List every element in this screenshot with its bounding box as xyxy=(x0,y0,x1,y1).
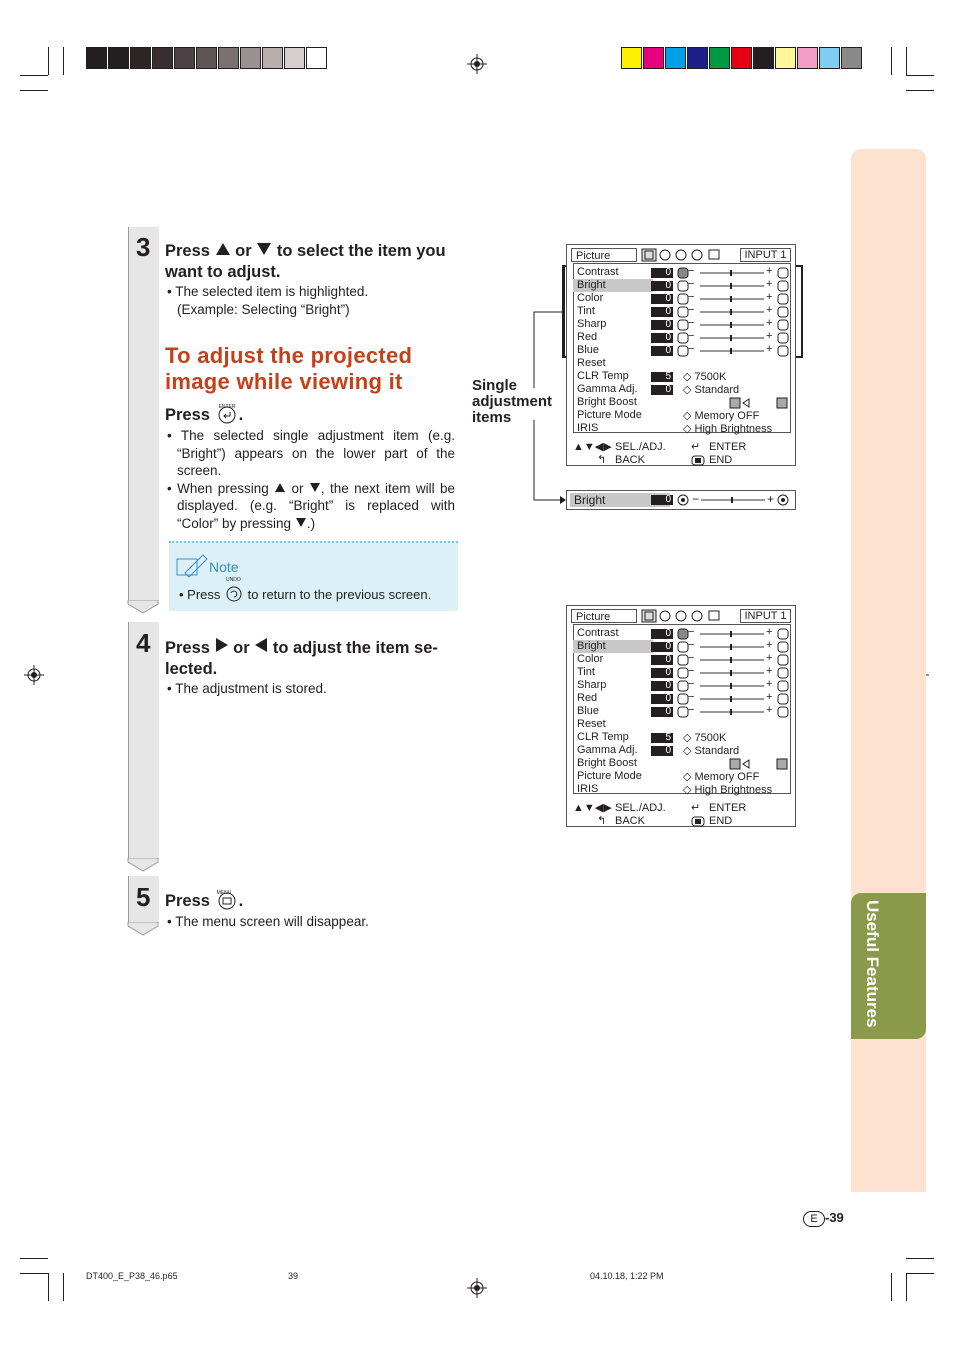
menu-item-value: 0 xyxy=(651,668,673,678)
menu-item-bright-boost[interactable]: Bright Boost xyxy=(577,396,637,408)
crop-mark xyxy=(891,47,892,75)
menu-item-sharp[interactable]: Sharp xyxy=(577,679,607,691)
menu-input-label: INPUT 1 xyxy=(740,609,791,623)
picture-menu-screen: Picture INPUT 1 Contrast 0 − + Bright 0 − + Color 0 − + Tint 0 − + Sharp 0 − + Red 0 − + Blue 0 − + Reset CLR Temp 5 ◇ 7500K Gamma Adj. 0 ◇ Standard Bright Boost Picture Mode ◇ Memory OFF IRIS ◇ High Brightness ▲▼◀▶ SEL./ADJ. ↵ ENTER ↰ BACK END xyxy=(566,605,796,827)
adjust-icon xyxy=(777,345,789,357)
gray-swatch xyxy=(196,47,217,69)
adjust-icon xyxy=(777,332,789,344)
step-bar-end xyxy=(127,858,159,872)
color-swatch xyxy=(643,47,664,69)
section-tab-label: Useful Features xyxy=(863,900,882,1028)
footer-filename: DT400_E_P38_46.p65 xyxy=(86,1271,178,1281)
crop-mark xyxy=(63,47,64,75)
crop-mark xyxy=(906,90,934,91)
menu-item-value: 0 xyxy=(651,268,673,278)
enter-icon: ↵ xyxy=(691,802,701,814)
menu-item-blue[interactable]: Blue xyxy=(577,705,600,717)
adjust-icon xyxy=(777,680,789,692)
adjust-icon xyxy=(777,293,789,305)
registration-mark-icon xyxy=(24,665,44,685)
adjust-icon xyxy=(777,641,789,653)
down-arrow-icon xyxy=(309,482,321,493)
menu-item-contrast[interactable]: Contrast xyxy=(577,627,619,639)
note-pencil-icon xyxy=(175,553,209,579)
color-swatch xyxy=(841,47,862,69)
crop-mark xyxy=(20,75,48,76)
back-icon: ↰ xyxy=(597,815,607,827)
menu-item-bright[interactable]: Bright xyxy=(573,279,653,292)
menu-item-clr-temp[interactable]: CLR Temp xyxy=(577,370,629,382)
step-5-body: • The menu screen will disappear. xyxy=(167,914,369,929)
step-4-heading: Press or to adjust the item se-lected. xyxy=(165,639,438,678)
menu-item-tint[interactable]: Tint xyxy=(577,305,595,317)
registration-mark-icon xyxy=(467,1278,487,1298)
press-enter-heading: Press ENTER . xyxy=(165,404,244,424)
menu-footer-back: BACK xyxy=(615,454,645,466)
menu-item-red[interactable]: Red xyxy=(577,331,598,343)
footer-date: 04.10.18, 1:22 PM xyxy=(590,1271,664,1281)
crop-mark xyxy=(48,1273,49,1301)
color-swatch xyxy=(753,47,774,69)
menu-item-value: 0 xyxy=(651,320,673,330)
adjust-icon xyxy=(777,628,789,640)
note-text: • Press UNDO to return to the previous screen. xyxy=(179,577,432,602)
menu-tab: Picture xyxy=(571,248,637,262)
step-5-heading: Press MENU . xyxy=(165,890,244,910)
adjust-icon xyxy=(777,267,789,279)
adjust-icon xyxy=(777,667,789,679)
menu-item-contrast[interactable]: Contrast xyxy=(577,266,619,278)
crop-mark xyxy=(63,1273,64,1301)
menu-item-value: 0 xyxy=(651,346,673,356)
menu-item-slider[interactable] xyxy=(700,272,764,274)
menu-item-value: 0 xyxy=(651,707,673,717)
menu-item-reset[interactable]: Reset xyxy=(577,718,606,730)
menu-item-value: 0 xyxy=(651,681,673,691)
color-swatch xyxy=(731,47,752,69)
gray-swatch xyxy=(174,47,195,69)
menu-item-gamma[interactable]: Gamma Adj. xyxy=(577,744,638,756)
up-arrow-icon xyxy=(215,242,231,256)
gray-swatch xyxy=(218,47,239,69)
menu-item-slider[interactable] xyxy=(700,659,764,661)
adjust-icon xyxy=(777,306,789,318)
menu-item-bright[interactable]: Bright xyxy=(573,640,653,653)
gray-swatch xyxy=(130,47,151,69)
menu-item-slider[interactable] xyxy=(700,633,764,635)
crop-mark xyxy=(906,1273,934,1274)
menu-item-tint[interactable]: Tint xyxy=(577,666,595,678)
gray-swatch xyxy=(306,47,327,69)
color-swatch xyxy=(709,47,730,69)
menu-item-slider[interactable] xyxy=(700,646,764,648)
bright-boost-icon xyxy=(729,758,751,770)
menu-tab-icons xyxy=(641,609,739,623)
menu-item-sharp[interactable]: Sharp xyxy=(577,318,607,330)
down-arrow-icon xyxy=(256,242,272,256)
menu-item-value: 0 xyxy=(651,629,673,639)
crop-mark xyxy=(48,47,49,75)
highlight-bracket xyxy=(801,265,803,357)
menu-footer-back: BACK xyxy=(615,815,645,827)
gray-swatch xyxy=(284,47,305,69)
menu-item-slider[interactable] xyxy=(700,350,764,352)
step-bar-end xyxy=(127,922,159,936)
crop-mark xyxy=(20,1258,48,1259)
menu-item-value: 0 xyxy=(651,294,673,304)
up-arrow-icon xyxy=(274,482,286,493)
crop-mark xyxy=(906,75,934,76)
note-box xyxy=(169,541,458,611)
menu-input-label: INPUT 1 xyxy=(740,248,791,262)
menu-item-picture-mode[interactable]: Picture Mode xyxy=(577,409,642,421)
registration-mark-icon xyxy=(467,54,487,74)
menu-footer-end: END xyxy=(709,454,733,466)
menu-item-value: 5 xyxy=(651,733,673,743)
adjust-icon xyxy=(777,706,789,718)
menu-footer-enter: ENTER xyxy=(709,802,747,814)
menu-item-clr-temp[interactable]: CLR Temp xyxy=(577,731,629,743)
menu-item-slider[interactable] xyxy=(700,311,764,313)
left-arrow-icon xyxy=(254,637,268,653)
single-bar-label: Bright xyxy=(570,493,670,507)
menu-footer-end: END xyxy=(709,815,733,827)
step-4-body: • The adjustment is stored. xyxy=(167,681,327,696)
menu-item-bright-boost[interactable]: Bright Boost xyxy=(577,757,637,769)
color-swatch xyxy=(665,47,686,69)
page-number: E -39 xyxy=(803,1210,844,1227)
adjust-icon xyxy=(777,280,789,292)
note-title: Note xyxy=(209,559,239,575)
gray-swatch xyxy=(86,47,107,69)
footer-page: 39 xyxy=(288,1271,299,1281)
menu-button-icon xyxy=(691,455,705,466)
step-number: 3 xyxy=(136,232,151,262)
crop-mark xyxy=(906,1273,907,1301)
step-number: 5 xyxy=(136,882,151,912)
menu-item-slider[interactable] xyxy=(700,711,764,713)
bright-boost-icon xyxy=(729,397,751,409)
menu-item-blue[interactable]: Blue xyxy=(577,344,600,356)
menu-tab: Picture xyxy=(571,609,637,623)
menu-button-icon xyxy=(691,816,705,827)
single-bar-value: 0 xyxy=(651,495,673,505)
color-swatch xyxy=(819,47,840,69)
step-3-body: • The selected item is highlighted. (Example: Selecting “Bright”) xyxy=(167,284,369,317)
right-arrow-icon xyxy=(215,637,229,653)
single-bar-slider xyxy=(701,499,765,501)
menu-item-iris[interactable]: IRIS xyxy=(577,422,599,434)
color-swatch xyxy=(797,47,818,69)
menu-item-iris[interactable]: IRIS xyxy=(577,783,599,795)
menu-item-value: 0 xyxy=(651,746,673,756)
menu-item-red[interactable]: Red xyxy=(577,692,598,704)
crop-mark xyxy=(891,1273,892,1301)
callout-label: Single adjustment items xyxy=(472,377,553,426)
menu-item-picture-mode[interactable]: Picture Mode xyxy=(577,770,642,782)
menu-item-value: 0 xyxy=(651,385,673,395)
menu-item-value: 5 xyxy=(651,372,673,382)
menu-item-slider[interactable] xyxy=(700,285,764,287)
menu-item-gamma[interactable]: Gamma Adj. xyxy=(577,383,638,395)
undo-button-icon xyxy=(224,585,244,603)
color-swatch xyxy=(775,47,796,69)
adjust-icon xyxy=(777,693,789,705)
menu-item-value: 0 xyxy=(651,655,673,665)
enter-icon: ↵ xyxy=(691,441,701,453)
crop-mark xyxy=(906,1258,934,1259)
menu-footer-sel: SEL./ADJ. xyxy=(615,802,666,814)
menu-item-slider[interactable] xyxy=(700,324,764,326)
menu-item-color[interactable]: Color xyxy=(577,292,604,304)
menu-footer-sel: SEL./ADJ. xyxy=(615,441,666,453)
gray-swatch xyxy=(152,47,173,69)
menu-item-color[interactable]: Color xyxy=(577,653,604,665)
bright-boost-icon xyxy=(776,758,788,770)
menu-item-value: 0 xyxy=(651,694,673,704)
crop-mark xyxy=(20,90,48,91)
back-icon: ↰ xyxy=(597,454,607,466)
step-bar-end xyxy=(127,600,159,614)
menu-item-slider[interactable] xyxy=(700,337,764,339)
step-number: 4 xyxy=(136,628,151,658)
crop-mark xyxy=(20,1273,48,1274)
step-3-bar xyxy=(128,227,159,601)
menu-item-slider[interactable] xyxy=(700,298,764,300)
gray-swatch xyxy=(240,47,261,69)
press-enter-body: • The selected single adjustment item (e.g. “Bright”) appears on the lower part of the screen. • When pressing or , the next item will be displayed. (e.g. “Bright” is replaced with “Color” by pressing .) xyxy=(167,428,455,531)
menu-tab-icons xyxy=(641,248,739,262)
adjust-icon xyxy=(777,319,789,331)
color-swatch xyxy=(687,47,708,69)
section-title: To adjust the projected image while viewing it xyxy=(165,343,413,394)
menu-item-slider[interactable] xyxy=(700,672,764,674)
menu-item-slider[interactable] xyxy=(700,698,764,700)
gray-swatch xyxy=(262,47,283,69)
adjust-icon xyxy=(777,654,789,666)
step-3-heading: Press or to select the item you want to adjust. xyxy=(165,242,446,281)
gray-swatch xyxy=(108,47,129,69)
menu-item-value: 0 xyxy=(651,307,673,317)
menu-item-value: 0 xyxy=(651,642,673,652)
single-adjustment-bar: Bright 0 − + xyxy=(566,490,796,510)
highlight-bracket xyxy=(562,265,565,357)
menu-item-value: 0 xyxy=(651,333,673,343)
menu-item-value: 0 xyxy=(651,281,673,291)
down-arrow-icon xyxy=(295,517,307,528)
bright-boost-icon xyxy=(776,397,788,409)
bright-icon xyxy=(677,494,689,506)
menu-item-slider[interactable] xyxy=(700,685,764,687)
bright-icon xyxy=(777,494,789,506)
picture-menu-screen: Picture INPUT 1 Contrast 0 − + Bright 0 − + Color 0 − + Tint 0 − + Sharp 0 − + Red 0 − + Blue 0 − + Reset CLR Temp 5 ◇ 7500K Gamma Adj. 0 ◇ Standard Bright Boost Picture Mode ◇ Memory OFF IRIS ◇ High Brightness ▲▼◀▶ SEL./ADJ. ↵ ENTER ↰ BACK END xyxy=(566,244,796,466)
crop-mark xyxy=(906,47,907,75)
menu-footer-enter: ENTER xyxy=(709,441,747,453)
menu-item-reset[interactable]: Reset xyxy=(577,357,606,369)
color-swatch xyxy=(621,47,642,69)
